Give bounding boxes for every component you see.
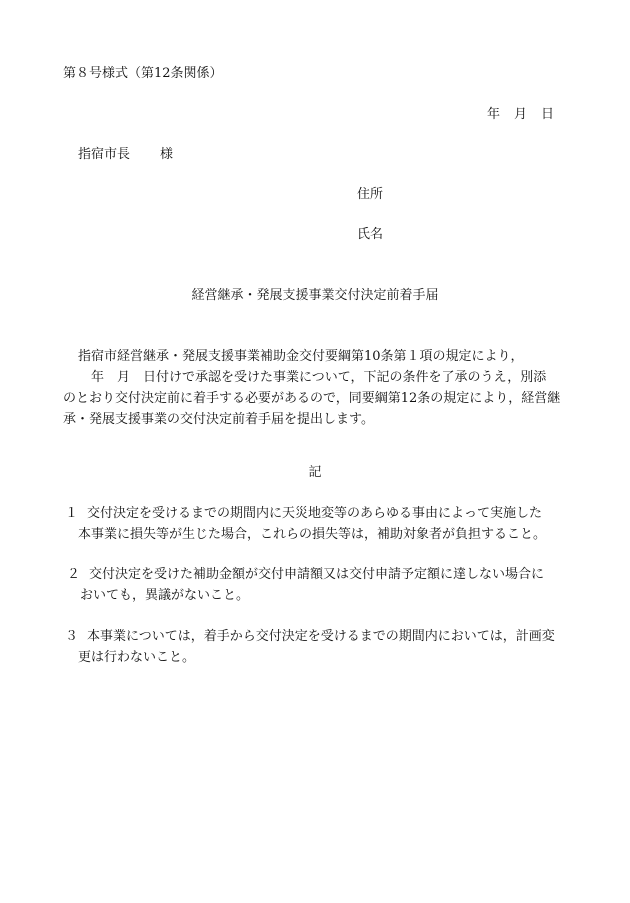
- date-month: 月: [514, 107, 528, 122]
- date-year: 年: [487, 107, 501, 122]
- condition-item: [65, 503, 570, 545]
- addressee-honorific: 様: [160, 147, 174, 162]
- body-line: 年 月 日付けで承認を受けた事業について，下記の条件を了承のうえ，別添: [91, 370, 547, 385]
- condition-item: [65, 626, 570, 668]
- item-text-continuation: 更は行わないこと。: [78, 650, 196, 665]
- condition-item: [67, 564, 572, 606]
- body-line: 承・発展支援事業の交付決定前着手届を提出します。: [63, 412, 374, 427]
- item-number: ２: [67, 567, 81, 582]
- document-title: 経営継承・発展支援事業交付決定前着手届: [191, 288, 439, 303]
- body-line: のとおり交付決定前に着手する必要があるので，同要綱第12条の規定により，経営継: [63, 391, 561, 406]
- item-text-continuation: 本事業に損失等が生じた場合，これらの損失等は，補助対象者が負担すること。: [78, 527, 547, 542]
- addressee-name: 指宿市長: [78, 147, 131, 162]
- item-text: 交付決定を受けるまでの期間内に天災地変等のあらゆる事由によって実施した: [87, 506, 543, 521]
- item-number: １: [65, 506, 79, 521]
- addressee: [78, 148, 173, 161]
- item-number: ３: [65, 629, 79, 644]
- item-text-continuation: おいても，異議がないこと。: [80, 588, 250, 603]
- date-line: [487, 108, 554, 121]
- name-label: 氏名: [357, 227, 384, 242]
- item-text: 本事業については，着手から交付決定を受けるまでの期間内においては，計画変: [87, 629, 555, 644]
- form-number: 第８号様式（第12条関係）: [63, 66, 223, 81]
- ki-heading: 記: [308, 465, 322, 480]
- date-day: 日: [541, 107, 555, 122]
- body-paragraph: [63, 346, 568, 430]
- body-line: 指宿市経営継承・発展支援事業補助金交付要綱第10条第１項の規定により，: [78, 349, 524, 364]
- address-label: 住所: [357, 187, 384, 202]
- item-text: 交付決定を受けた補助金額が交付申請額又は交付申請予定額に達しない場合に: [89, 567, 545, 582]
